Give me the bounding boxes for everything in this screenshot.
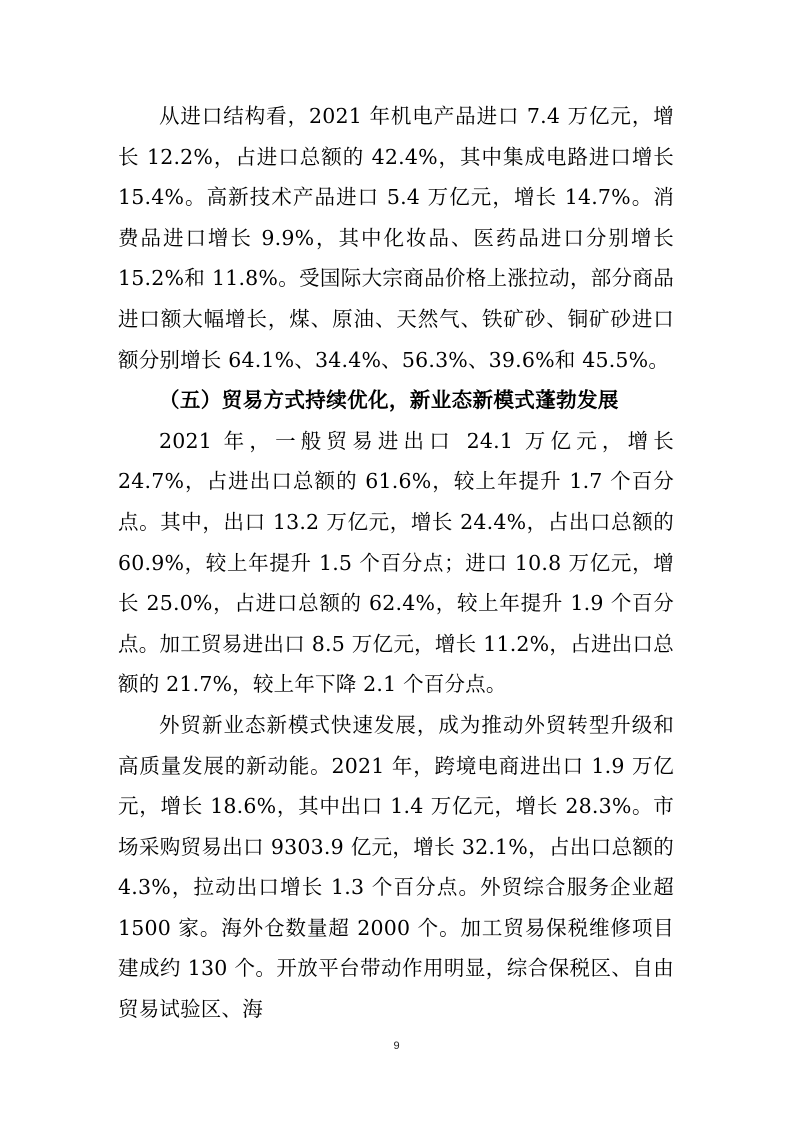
section-heading: （五）贸易方式持续优化，新业态新模式蓬勃发展 (159, 388, 619, 413)
paragraph-trade-modes: 2021 年，一般贸易进出口 24.1 万亿元，增长 24.7%，占进出口总额的 61.6%，较上年提升 1.7 个百分点。其中，出口 13.2 万亿元，增长 24.4%，占出口总额的 60.9%，较上年提升 1.5 个百分点；进口 10.8 万亿元，增长 25.0%，占进口总额的 62.4%，较上年提升 1.9 个百分点。加工贸易进出口 8.5 万亿元，增长 11.2%，占进出口总额的 21.7%，较上年下降 2.1 个百分点。 (118, 428, 674, 697)
paragraph-import-structure: 从进口结构看，2021 年机电产品进口 7.4 万亿元，增长 12.2%，占进口总额的 42.4%，其中集成电路进口增长 15.4%。高新技术产品进口 5.4 万亿元，增长 14.7%。消费品进口增长 9.9%，其中化妆品、医药品进口分别增长 15.2%和 11.8%。受国际大宗商品价格上涨拉动，部分商品进口额大幅增长，煤、原油、天然气、铁矿砂、铜矿砂进口额分别增长 64.1%、34.4%、56.3%、39.6%和 45.5%。 (118, 104, 674, 372)
body-text (118, 96, 674, 1030)
page-number: 9 (393, 1040, 400, 1052)
paragraph-new-business-models: 外贸新业态新模式快速发展，成为推动外贸转型升级和高质量发展的新动能。2021 年，跨境电商进出口 1.9 万亿元，增长 18.6%，其中出口 1.4 万亿元，增长 28.3%。市场采购贸易出口 9303.9 亿元，增长 32.1%，占出口总额的 4.3%，拉动出口增长 1.3 个百分点。外贸综合服务企业超 1500 家。海外仓数量超 2000 个。加工贸易保税维修项目建成约 130 个。开放平台带动作用明显，综合保税区、自由贸易试验区、海 (118, 712, 674, 1022)
